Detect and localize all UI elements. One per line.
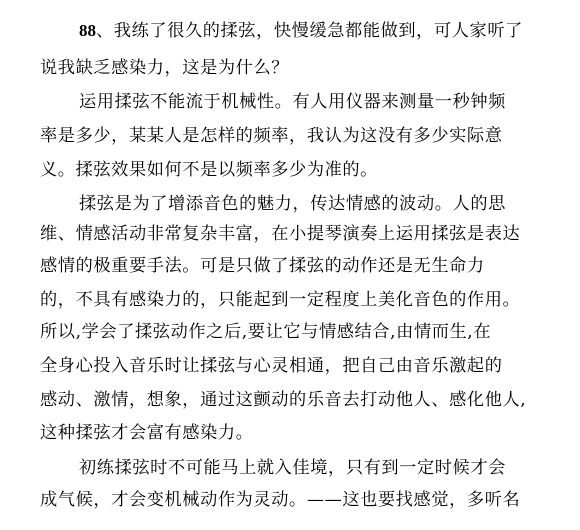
paragraph-2-line-3: 感情的极重要手法。可是只做了揉弦的动作还是无生命力 (40, 256, 485, 276)
paragraph-1-line-3: 义。揉弦效果如何不是以频率多少为准的。 (40, 160, 378, 180)
paragraph-1-line-1: 运用揉弦不能流于机械性。有人用仪器来测量一秒钟频 (79, 92, 506, 112)
paragraph-2-line-2: 维、情感活动非常复杂丰富，在小提琴演奏上运用揉弦是表达 (40, 224, 521, 244)
paragraph-2-line-7: 感动、激情，想象，通过这颤动的乐音去打动他人、感化他人, (40, 390, 527, 410)
paragraph-2-line-8: 这种揉弦才会富有感染力。 (40, 423, 254, 443)
paragraph-1-line-2: 率是多少，某某人是怎样的频率，我认为这没有多少实际意 (40, 126, 503, 146)
paragraph-2-line-6: 全身心投入音乐时让揉弦与心灵相通，把自己由音乐激起的 (40, 356, 503, 376)
paragraph-2-line-1: 揉弦是为了增添音色的魅力，传达情感的波动。人的思 (79, 194, 506, 214)
question-text-1: 、我练了很久的揉弦，快慢缓急都能做到，可人家听了 (96, 21, 523, 41)
question-line-2: 说我缺乏感染力，这是为什么？ (40, 58, 290, 78)
paragraph-3-line-2: 成气候，才会变机械动作为灵动。——这也要找感觉，多听名 (40, 490, 521, 510)
question-line-1 (79, 16, 550, 46)
paragraph-2-line-4: 的，不具有感染力的，只能起到一定程度上美化音色的作用。 (40, 290, 521, 310)
paragraph-3-line-1: 初练揉弦时不可能马上就入佳境，只有到一定时候才会 (79, 458, 506, 478)
paragraph-2-line-5: 所以,学会了揉弦动作之后,要让它与情感结合,由情而生,在 (40, 322, 492, 342)
question-number: 88 (79, 21, 96, 40)
